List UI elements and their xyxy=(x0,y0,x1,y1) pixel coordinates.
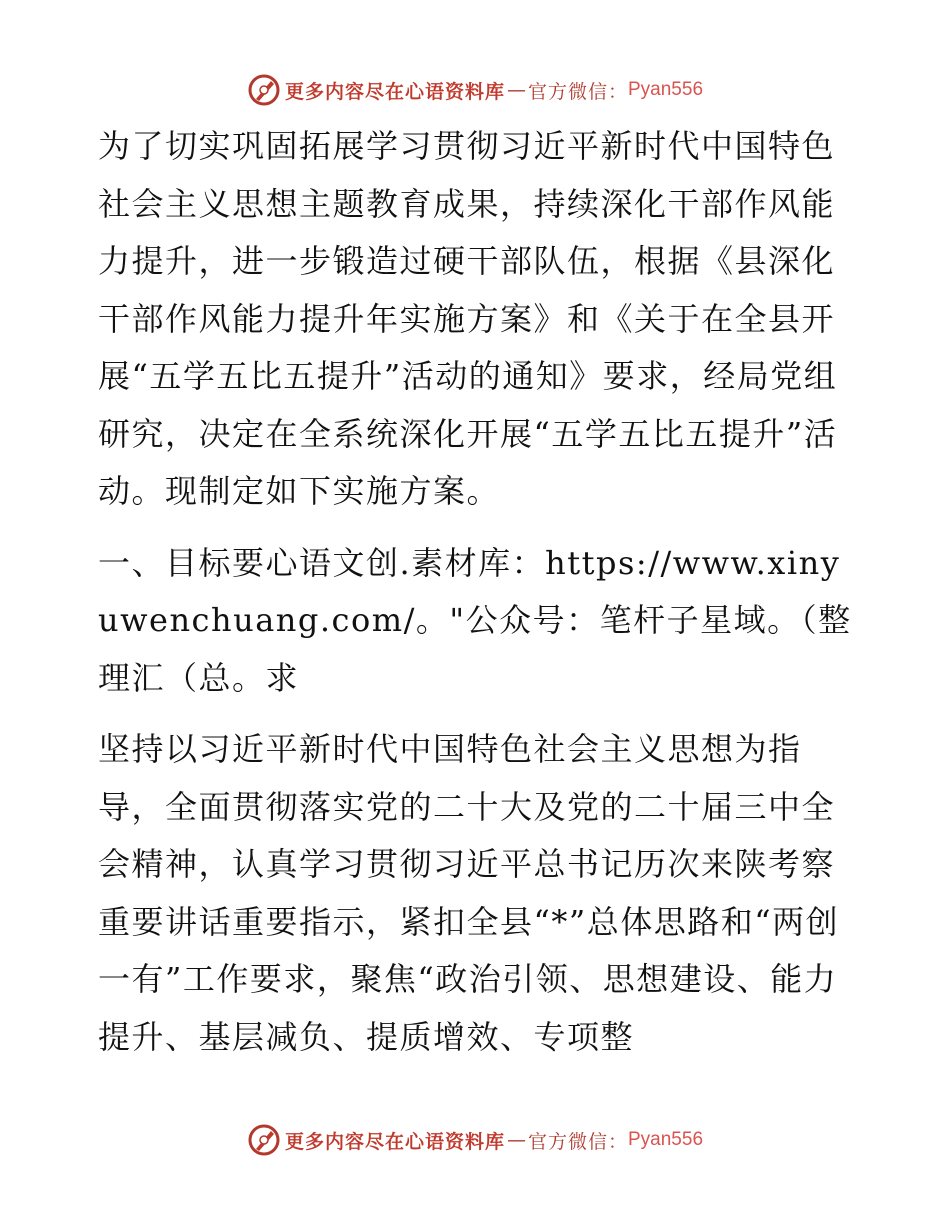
header-separator: — xyxy=(506,79,526,101)
header-wechat-id: Pyan556 xyxy=(628,79,704,100)
footer-watermark xyxy=(0,1120,950,1160)
header-brand-text: 更多内容尽在心语资料库 xyxy=(284,80,505,103)
document-body xyxy=(98,118,858,1066)
footer-brand-text: 更多内容尽在心语资料库 xyxy=(284,1130,505,1153)
pen-circle-logo-icon xyxy=(247,73,281,107)
footer-separator: — xyxy=(506,1129,526,1151)
pen-circle-logo-icon xyxy=(247,1123,281,1157)
paragraph-section-heading: 一、目标要心语文创.素材库：https://www.xinyuwenchuang.com/。"公众号：笔杆子星域。（整理汇（总。求 xyxy=(98,543,852,697)
footer-wechat-id: Pyan556 xyxy=(628,1129,704,1150)
paragraph-intro: 为了切实巩固拓展学习贯彻习近平新时代中国特色社会主义思想主题教育成果，持续深化干部作风能力提升，进一步锻造过硬干部队伍，根据《县深化干部作风能力提升年实施方案》和《关于在全县开展“五学五比五提升”活动的通知》要求，经局党组研究，决定在全系统深化开展“五学五比五提升”活动。现制定如下实施方案。 xyxy=(98,127,838,510)
footer-wechat-label: 官方微信： xyxy=(527,1130,628,1153)
header-wechat-label: 官方微信： xyxy=(527,80,628,103)
paragraph-guidance: 坚持以习近平新时代中国特色社会主义思想为指导，全面贯彻落实党的二十大及党的二十届三中全会精神，认真学习贯彻习近平总书记历次来陕考察重要讲话重要指示，紧扣全县“*”总体思路和“两创一有”工作要求，聚焦“政治引领、思想建设、能力提升、基层减负、提质增效、专项整 xyxy=(98,730,840,1056)
header-watermark xyxy=(0,70,950,110)
